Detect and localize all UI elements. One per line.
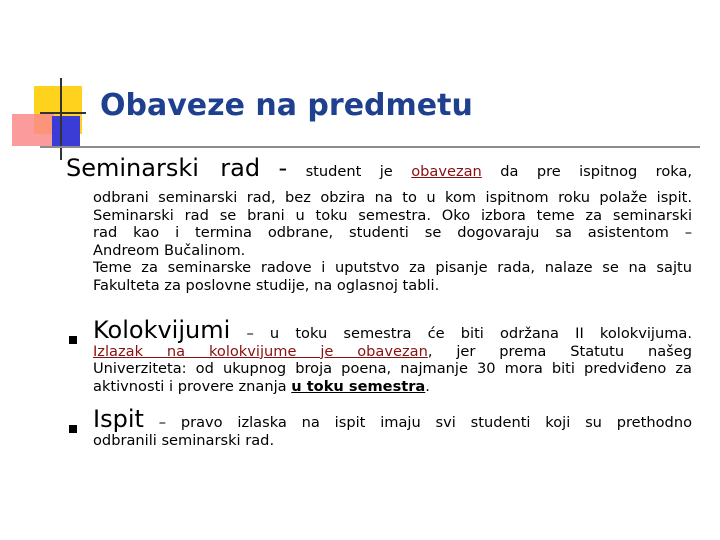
kolokvijumi-period: . xyxy=(425,377,430,395)
seminarski-line7: Fakulteta za poslovne studije, na oglasnoj tabli. xyxy=(93,276,440,294)
kolokvijumi-section xyxy=(93,316,693,395)
seminarski-first-line xyxy=(66,154,693,182)
bullet-ispit xyxy=(69,425,77,433)
seminarski-line3: Seminarski rad se brani u toku semestra. Oko izbora teme za seminarski xyxy=(93,206,692,224)
decor-short-line xyxy=(40,112,86,114)
kolokvijumi-first-line xyxy=(93,316,693,344)
seminarski-dash: - xyxy=(278,154,288,182)
kolokvijumi-text: – u toku semestra će biti održana II kolokvijuma. xyxy=(246,325,693,342)
seminarski-text-b: da pre ispitnog roka, xyxy=(500,163,693,180)
seminarski-text-a: student je xyxy=(305,163,393,180)
seminarski-heading: Seminarski rad xyxy=(66,154,261,182)
kolokvijumi-line3: Univerziteta: od ukupnog broja poena, najmanje 30 mora biti predviđeno za xyxy=(93,360,692,378)
seminarski-line5: Andreom Bučalinom. xyxy=(93,241,246,259)
kolokvijumi-line2 xyxy=(93,343,692,361)
bullet-kolokvijumi xyxy=(69,336,77,344)
decor-blue-square xyxy=(52,116,80,146)
seminarski-obavezan: obavezan xyxy=(411,163,482,180)
kolokvijumi-line4 xyxy=(93,378,692,396)
ispit-section xyxy=(93,405,692,449)
kolokvijumi-obavezan: Izlazak na kolokvijume je obavezan xyxy=(93,342,428,360)
ispit-text: – pravo izlaska na ispit imaju svi studenti koji su prethodno xyxy=(158,414,692,431)
title-underline xyxy=(40,146,700,148)
page-title: Obaveze na predmetu xyxy=(100,88,473,123)
kolokvijumi-after: , jer prema Statutu našeg xyxy=(427,342,693,360)
kolokvijumi-heading: Kolokvijumi xyxy=(93,316,231,344)
kolokvijumi-line4-text: aktivnosti i provere znanja xyxy=(93,377,287,395)
seminarski-line4: rad kao i termina odbrane, studenti se dogovaraju sa asistentom – xyxy=(93,224,692,242)
seminarski-line2: odbrani seminarski rad, bez obzira na to u kom ispitnom roku polaže ispit. xyxy=(93,189,692,206)
ispit-heading: Ispit xyxy=(93,405,144,433)
ispit-first-line xyxy=(93,405,692,433)
seminarski-body xyxy=(93,189,692,295)
ispit-line2: odbranili seminarski rad. xyxy=(93,431,275,449)
seminarski-line6: Teme za seminarske radove i uputstvo za pisanje rada, nalaze se na sajtu xyxy=(93,259,692,277)
seminarski-section xyxy=(66,154,693,182)
decor-red-square xyxy=(12,114,54,146)
kolokvijumi-u-toku: u toku semestra xyxy=(291,377,426,395)
